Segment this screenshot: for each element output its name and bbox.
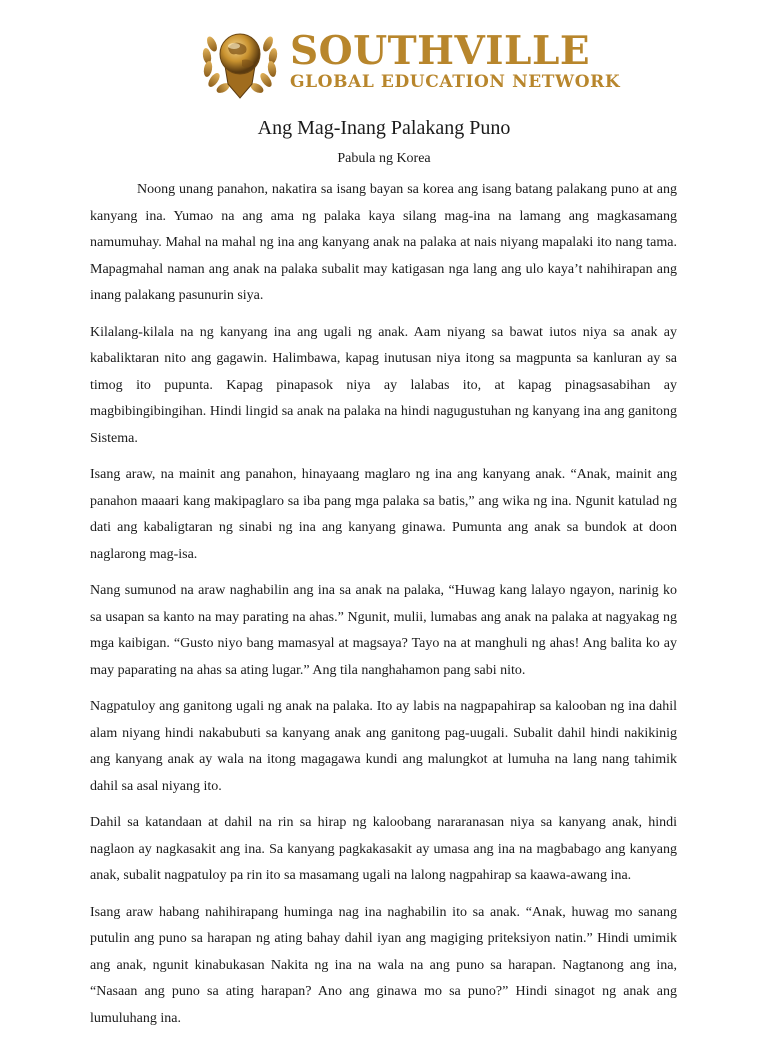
brand-name: SOUTHVILLE	[290, 28, 591, 74]
globe-laurel-shield-icon	[198, 22, 282, 102]
document-body	[90, 177, 677, 1042]
document-title: Ang Mag-Inang Palakang Puno	[257, 117, 511, 139]
paragraph: Noong unang panahon, nakatira sa isang bayan sa korea ang isang batang palakang puno at ang kanyang ina. Yumao na ang ama ng palaka kaya silang mag-ina na lamang ang magkasamang namumuhay. Mahal na mahal ng ina ang kanyang anak na palaka at nais niyang mapalaki ito nang tama. Mapagmahal naman ang anak na palaka subalit may katigasan nga lang ang ulo kaya’t nahihirapan ang inang palakang pasunurin siya.	[90, 182, 677, 303]
header-banner	[198, 22, 621, 102]
document-subtitle: Pabula ng Korea	[337, 151, 431, 166]
paragraph: Nagpatuloy ang ganitong ugali ng anak na palaka. Ito ay labis na nagpapahirap sa kalooban ng ina dahil alam niyang hindi nakabubuti sa kanyang anak ang ganitong pag-uugali. Subalit dahil hindi nakikinig ang kanyang anak ay wala na itong magagawa kundi ang malungkot at lumuha na lang nang tahimik dahil sa asal niyang ito.	[90, 699, 677, 794]
paragraph: Dahil sa katandaan at dahil na rin sa hirap ng kaloobang nararanasan niya sa kanyang anak, hindi naglaon ay nagkasakit ang ina. Sa kanyang pagkakasakit ay umasa ang ina na magbabago ang kanyang anak, subalit nagpatuloy pa rin ito sa masamang ugali na lalong nagpahirap sa kaawa-awang ina.	[90, 815, 677, 883]
paragraph: Isang araw, na mainit ang panahon, hinayaang maglaro ng ina ang kanyang anak. “Anak, mainit ang panahon maaari kang makipaglaro sa iba pang mga palaka sa batis,” ang wika ng ina. Ngunit katulad ng dati ang kabaligtaran ng sinabi ng ina ang kanyang ginawa. Pumunta ang anak sa bundok at doon naglarong mag-isa.	[90, 467, 677, 562]
paragraph: Isang araw habang nahihirapang huminga nag ina naghabilin ito sa anak. “Anak, huwag mo sanang putulin ang puno sa harapan ng ating bahay dahil iyan ang magiging priteksiyon natin.” Hindi umimik ang anak, ngunit kinabukasan Nakita ng ina na wala na ang puno sa harapan. Nagtanong ang ina, “Nasaan ang puno sa ating harapan? Ano ang ginawa mo sa puno?” Hindi sinagot ng anak ang lumuluhang ina.	[90, 904, 677, 1026]
paragraph: Kilalang-kilala na ng kanyang ina ang ugali ng anak. Aam niyang sa bawat iutos niya sa anak ay kabaliktaran nito ang gagawin. Halimbawa, kapag inutusan niya itong sa magpunta sa kanluran ay sa timog ito pupunta. Kapag pinapasok niya ay lalabas ito, at kapag pinagsasabihan ay magbibingibingihan. Hindi lingid sa anak na palaka na hindi nagugustuhan ng kanyang ina ang ganitong Sistema.	[90, 324, 677, 446]
brand-subtitle: GLOBAL EDUCATION NETWORK	[290, 72, 621, 92]
paragraph: Nang sumunod na araw naghabilin ang ina sa anak na palaka, “Huwag kang lalayo ngayon, narinig ko sa usapan sa kanto na may parating na ahas.” Ngunit, mulii, lumabas ang anak na palaka at nagyakag ng mga kaibigan. “Gusto niyo bang mamasyal at magsaya? Tayo na at manghuli ng ahas! Ang balita ko ay may paparating na ahas sa ating lugar.” Ang tila nanghahamon pang sabi nito.	[90, 583, 677, 678]
